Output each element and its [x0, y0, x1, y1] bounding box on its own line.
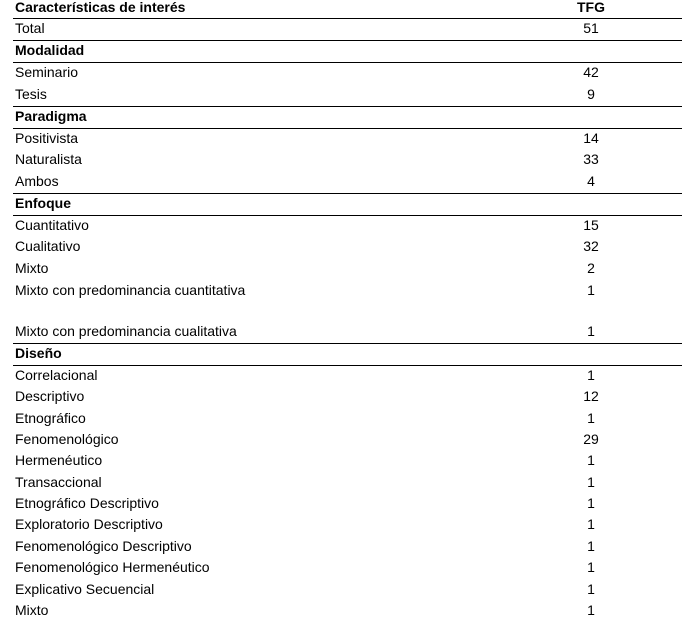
table-row — [13, 149, 682, 170]
table-row — [13, 579, 682, 600]
row-value: 15 — [583, 217, 599, 233]
row-label: Mixto — [15, 260, 49, 276]
row-label: Descriptivo — [15, 388, 85, 404]
row-value: 29 — [583, 431, 599, 447]
row-value: 1 — [587, 602, 595, 618]
row-label: Fenomenológico Descriptivo — [15, 538, 192, 554]
total-label: Total — [15, 20, 45, 36]
row-label: Cuantitativo — [15, 217, 89, 233]
row-label: Fenomenológico — [15, 431, 119, 447]
row-label: Hermenéutico — [15, 452, 103, 468]
row-label: Ambos — [15, 173, 59, 189]
row-label: Etnográfico Descriptivo — [15, 495, 159, 511]
row-value: 1 — [587, 323, 595, 339]
row-label: Exploratorio Descriptivo — [15, 516, 163, 532]
section-title-paradigma — [13, 106, 682, 127]
table-row — [13, 557, 682, 578]
table-row — [13, 236, 682, 257]
section-title: Paradigma — [15, 108, 87, 124]
table-row — [13, 365, 682, 386]
row-label: Correlacional — [15, 367, 98, 383]
row-value: 32 — [583, 238, 599, 254]
table-row — [13, 258, 682, 279]
section-title-diseno — [13, 343, 682, 364]
table-row — [13, 600, 682, 621]
table-row — [13, 493, 682, 514]
section-title: Modalidad — [15, 42, 85, 58]
row-value: 1 — [587, 559, 595, 575]
row-label: Cualitativo — [15, 238, 81, 254]
table-row — [13, 215, 682, 236]
table-row — [13, 450, 682, 471]
table-row — [13, 321, 682, 342]
table-row — [13, 128, 682, 149]
row-value: 9 — [587, 86, 595, 102]
table-row — [13, 62, 682, 83]
row-value: 2 — [587, 260, 595, 276]
row-label: Positivista — [15, 130, 79, 146]
table-row — [13, 84, 682, 105]
total-value: 51 — [583, 20, 599, 36]
row-value: 14 — [583, 130, 599, 146]
table-row — [13, 280, 682, 301]
table-row — [13, 514, 682, 535]
table-row — [13, 386, 682, 407]
table-row — [13, 408, 682, 429]
row-value: 1 — [587, 282, 595, 298]
header-label: Características de interés — [15, 0, 186, 15]
total-row — [13, 18, 682, 39]
table-row — [13, 536, 682, 557]
row-value: 4 — [587, 173, 595, 189]
row-label: Mixto con predominancia cualitativa — [15, 323, 237, 339]
row-value: 1 — [587, 367, 595, 383]
row-label: Mixto — [15, 602, 49, 618]
row-value: 1 — [587, 452, 595, 468]
row-value: 1 — [587, 516, 595, 532]
row-label: Explicativo Secuencial — [15, 581, 155, 597]
row-label: Tesis — [15, 86, 47, 102]
section-title: Diseño — [15, 345, 62, 361]
row-value: 1 — [587, 495, 595, 511]
row-label: Naturalista — [15, 151, 82, 167]
row-value: 1 — [587, 410, 595, 426]
row-value: 1 — [587, 538, 595, 554]
table-row — [13, 429, 682, 450]
row-value: 12 — [583, 388, 599, 404]
section-title: Enfoque — [15, 195, 71, 211]
row-label: Fenomenológico Hermenéutico — [15, 559, 210, 575]
table-row — [13, 171, 682, 192]
row-value: 1 — [587, 581, 595, 597]
row-value: 33 — [583, 151, 599, 167]
row-value: 1 — [587, 474, 595, 490]
row-label: Mixto con predominancia cuantitativa — [15, 282, 246, 298]
section-title-modalidad — [13, 40, 682, 61]
row-label: Etnográfico — [15, 410, 86, 426]
row-label: Transaccional — [15, 474, 102, 490]
row-value: 42 — [583, 64, 599, 80]
table-header-row — [13, 0, 682, 18]
section-title-enfoque — [13, 193, 682, 214]
table-row — [13, 472, 682, 493]
header-value: TFG — [577, 0, 605, 15]
row-label: Seminario — [15, 64, 79, 80]
